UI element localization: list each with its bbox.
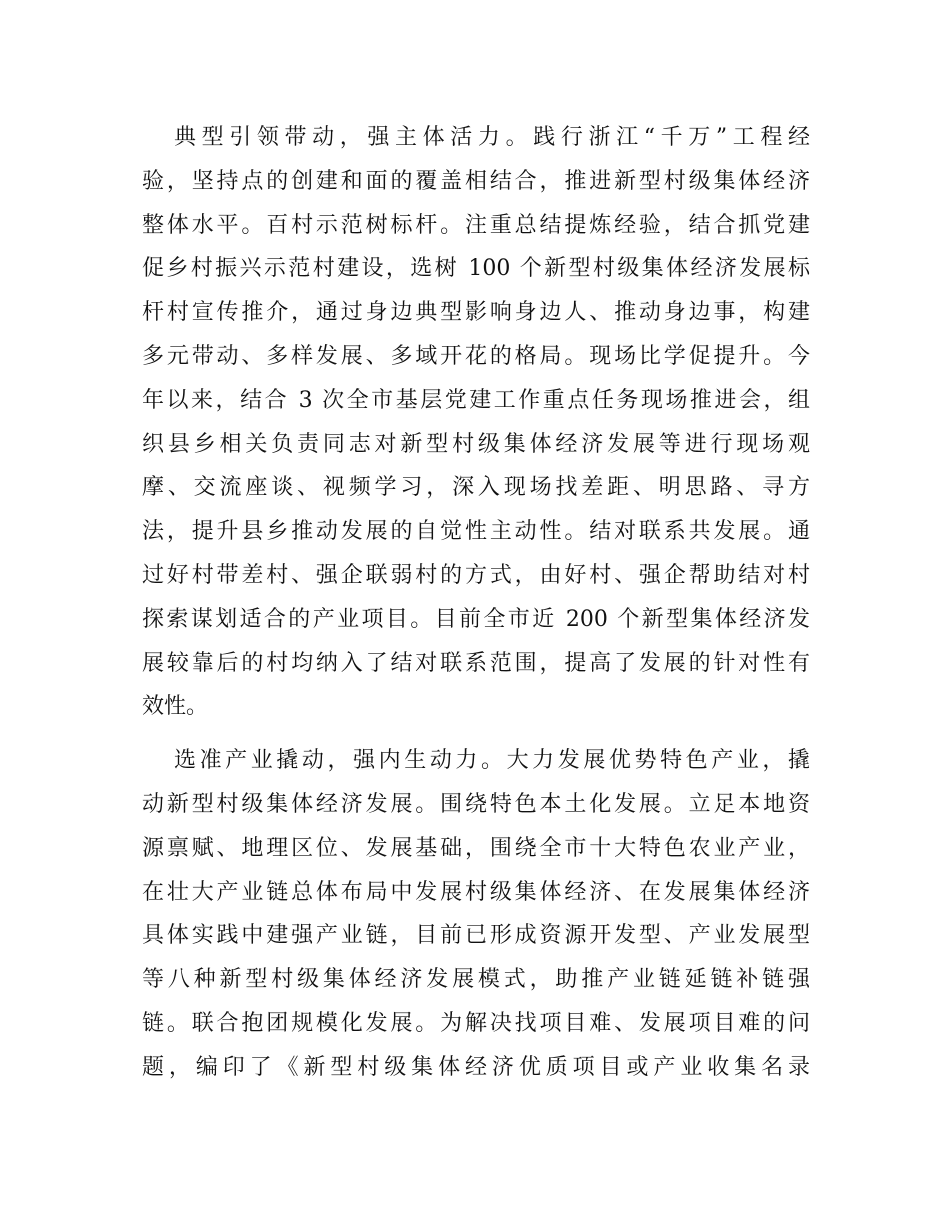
paragraph-line: 具体实践中建强产业链，目前已形成资源开发型、产业发展型 (142, 923, 810, 949)
paragraph-1 (142, 118, 810, 726)
paragraph-line: 法，提升县乡推动发展的自觉性主动性。结对联系共发展。通 (142, 519, 810, 545)
paragraph-2 (142, 741, 810, 1087)
paragraph-spacer (142, 731, 810, 741)
paragraph-line: 源禀赋、地理区位、发展基础，围绕全市十大特色农业产业， (142, 835, 810, 861)
paragraph-line: 过好村带差村、强企联弱村的方式，由好村、强企帮助结对村 (142, 562, 810, 588)
paragraph-line: 验，坚持点的创建和面的覆盖相结合，推进新型村级集体经济 (142, 168, 810, 194)
paragraph-line: 展较靠后的村均纳入了结对联系范围，提高了发展的针对性有 (142, 650, 810, 676)
paragraph-line: 年以来，结合 3 次全市基层党建工作重点任务现场推进会，组 (142, 387, 810, 413)
paragraph-line: 在壮大产业链总体布局中发展村级集体经济、在发展集体经济 (142, 879, 810, 905)
paragraph-line: 选准产业撬动，强内生动力。大力发展优势特色产业，撬 (174, 748, 810, 774)
paragraph-line: 典型引领带动，强主体活力。践行浙江“千万”工程经 (174, 125, 810, 150)
paragraph-line: 题，编印了《新型村级集体经济优质项目或产业收集名录 (142, 1054, 810, 1080)
paragraph-line: 织县乡相关负责同志对新型村级集体经济发展等进行现场观 (142, 431, 810, 457)
paragraph-line: 多元带动、多样发展、多域开花的格局。现场比学促提升。今 (142, 343, 810, 369)
paragraph-line: 等八种新型村级集体经济发展模式，助推产业链延链补链强 (142, 967, 810, 993)
paragraph-line: 探索谋划适合的产业项目。目前全市近 200 个新型集体经济发 (142, 606, 810, 632)
paragraph-line: 链。联合抱团规模化发展。为解决找项目难、发展项目难的问 (142, 1010, 810, 1036)
paragraph-line: 杆村宣传推介，通过身边典型影响身边人、推动身边事，构建 (142, 300, 810, 326)
document-page (142, 118, 810, 1092)
paragraph-line: 摩、交流座谈、视频学习，深入现场找差距、明思路、寻方 (142, 475, 810, 501)
paragraph-line: 动新型村级集体经济发展。围绕特色本土化发展。立足本地资 (142, 791, 810, 817)
paragraph-line: 促乡村振兴示范村建设，选树 100 个新型村级集体经济发展标 (142, 256, 810, 282)
paragraph-line: 整体水平。百村示范树标杆。注重总结提炼经验，结合抓党建 (142, 212, 810, 238)
paragraph-line: 效性。 (142, 694, 209, 720)
